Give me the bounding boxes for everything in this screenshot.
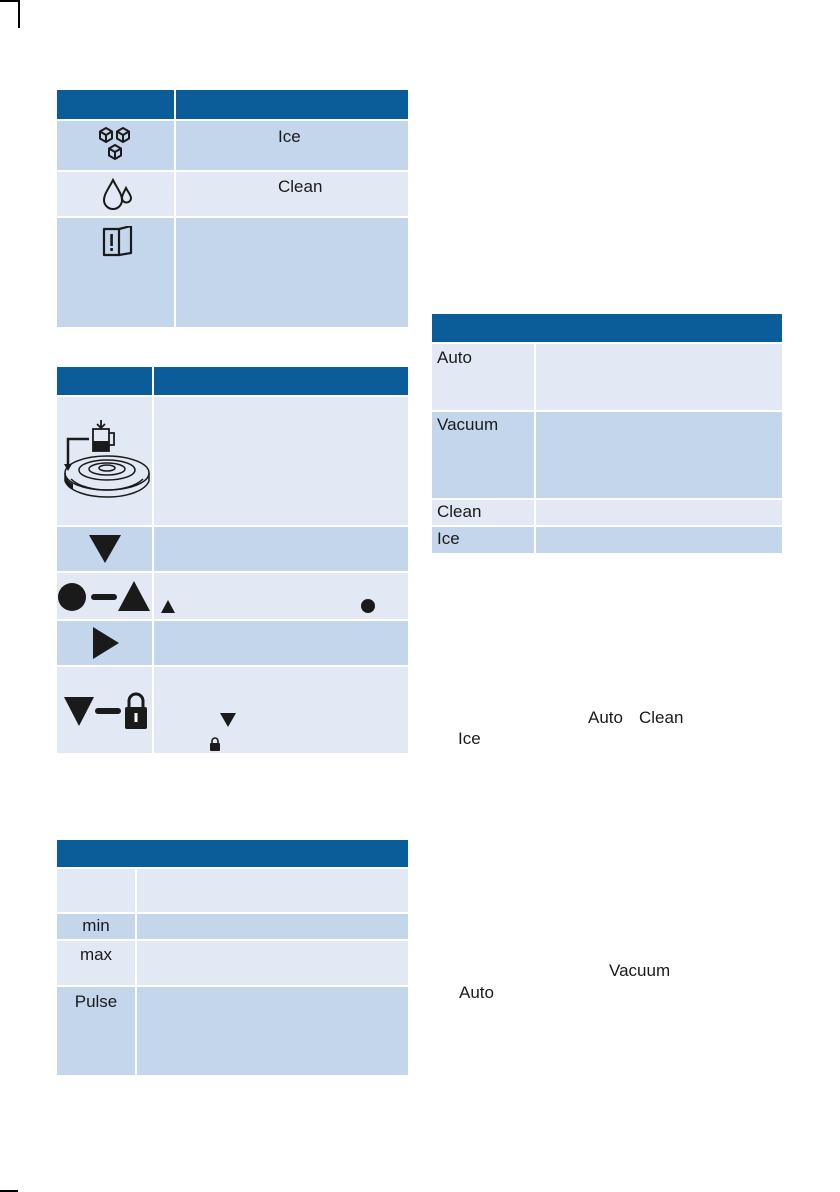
text-auto: Auto [588,708,623,727]
triangle-down-icon [88,534,122,564]
manual-warning-icon [101,226,137,260]
table-header [432,314,782,342]
table-row [432,412,782,498]
row-label: min [82,916,110,935]
triangle-up-icon [161,600,175,613]
table-header [57,367,408,395]
table-row [57,914,408,939]
table-row [57,218,408,327]
table-header [57,840,408,867]
blender-on-base-icon [59,419,151,509]
text-vacuum: Vacuum [609,961,671,980]
table-row [432,344,782,410]
triangle-down-small-icon [220,713,236,727]
play-triangle-icon [92,626,120,660]
table-row [57,621,408,665]
icon-legend-table [57,90,408,327]
program-ice-label: Ice [437,529,460,548]
lock-icon [209,737,221,751]
row-label: Clean [278,177,323,196]
table-row [57,987,408,1075]
table-row [57,941,408,985]
row-label: max [79,945,113,964]
table-row [57,172,408,216]
programs-table [432,314,782,553]
text-ice: Ice [458,729,481,748]
program-auto-label: Auto [437,348,472,367]
table-row [57,397,408,525]
table-row [432,500,782,525]
circle-icon [361,599,375,613]
row-label: Pulse [74,992,118,1011]
table-row [432,527,782,553]
table-header [57,90,408,119]
water-drops-icon [101,176,133,212]
program-vacuum-label: Vacuum [437,415,499,434]
speed-settings-table [57,840,408,1075]
text-clean: Clean [639,708,684,727]
control-symbols-table [57,367,408,753]
crop-mark [0,0,18,2]
table-row [57,573,408,619]
table-row [57,667,408,753]
table-row [57,869,408,912]
program-clean-label: Clean [437,502,482,521]
triangle-lock-icon [63,691,149,731]
circle-to-triangle-icon [57,578,151,614]
row-label: Ice [278,127,301,146]
table-row [57,121,408,170]
text-auto-2: Auto [459,983,494,1002]
ice-cubes-icon [97,125,133,165]
crop-mark [18,0,20,28]
table-row [57,527,408,571]
